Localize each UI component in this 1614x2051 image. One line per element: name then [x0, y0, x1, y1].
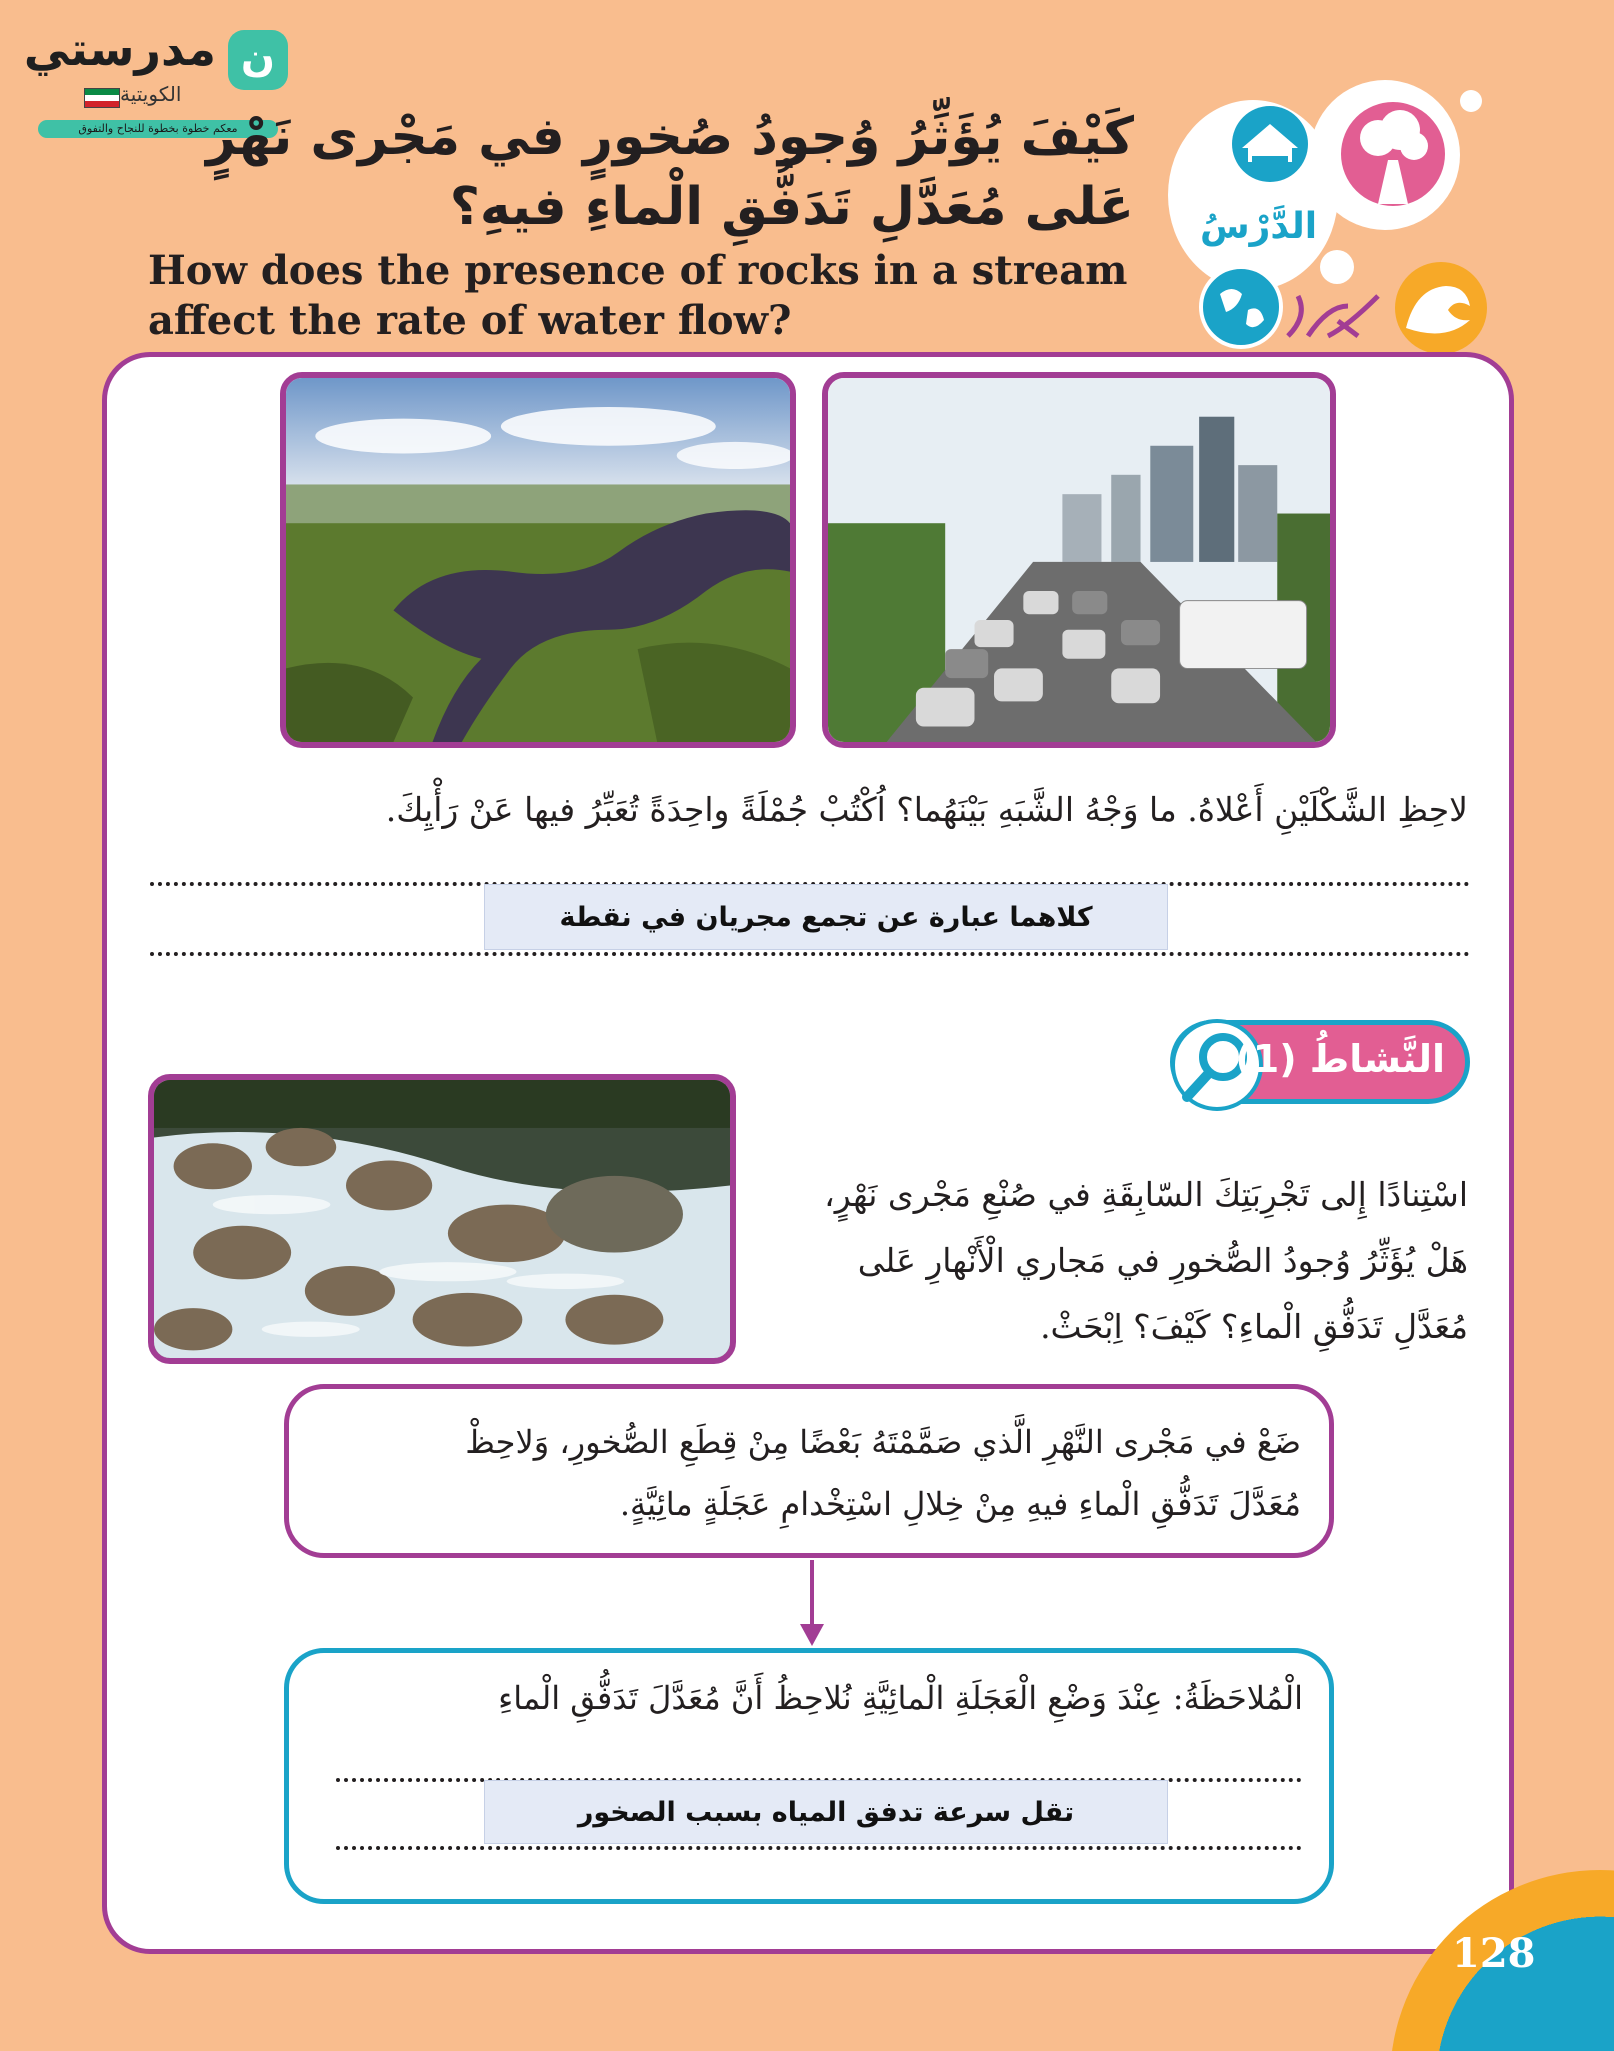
house-icon — [1222, 104, 1318, 184]
activity-badge — [1170, 1020, 1470, 1104]
activity-label: النَّشاطُ (1) — [1235, 1037, 1445, 1081]
answer-line — [150, 952, 1470, 956]
coral-icon — [1278, 276, 1388, 346]
page-number: 128 — [1452, 1930, 1536, 1977]
intro-answer[interactable]: كلاهما عبارة عن تجمع مجريان في نقطة — [484, 884, 1168, 950]
arrow-down-icon — [798, 1560, 826, 1648]
procedure-line1: ضَعْ في مَجْرى النَّهْرِ الَّذي صَمَّمْتَهُ بَعْضًا مِنْ قِطَعِ الصُّخورِ، وَلاحِظْ — [465, 1423, 1301, 1461]
wave-icon — [1386, 258, 1496, 358]
activity-prompt — [748, 1162, 1468, 1360]
lesson-emblem — [1160, 80, 1500, 350]
volcano-icon — [1338, 94, 1448, 224]
logo-brand-text: مدرستي — [23, 22, 216, 76]
procedure-text — [311, 1411, 1301, 1535]
globe-icon — [1198, 264, 1284, 350]
lesson-label: الدَّرْسُ — [1200, 206, 1318, 247]
activity-prompt-line2: هَلْ يُؤَثِّرُ وُجودُ الصُّخورِ في مَجاري الْأَنْهارِ عَلى — [857, 1241, 1468, 1280]
photo-traffic-highway — [822, 372, 1336, 748]
logo-tagline: معكم خطوة بخطوة للنجاح والتفوق — [38, 120, 278, 138]
observation-box — [284, 1648, 1334, 1904]
intro-question: لاحِظِ الشَّكْلَيْنِ أَعْلاهُ. ما وَجْهُ الشَّبَهِ بَيْنَهُما؟ اُكْتُبْ جُمْلَةً واحِدَةً تُعَبِّرُ فيها عَنْ رَأْيِكَ. — [385, 790, 1468, 829]
kuwait-flag-icon — [84, 88, 120, 108]
logo-mark-icon: ن — [228, 30, 288, 90]
lesson-title-english-line1: How does the presence of rocks in a stream — [148, 247, 1128, 294]
activity-prompt-line1: اسْتِنادًا إِلى تَجْرِبَتِكَ السّابِقَةِ في صُنْعِ مَجْرى نَهْرٍ، — [824, 1175, 1468, 1214]
observation-prompt: الْمُلاحَظَةُ: عِنْدَ وَضْعِ الْعَجَلَةِ الْمائِيَّةِ نُلاحِظُ أَنَّ مُعَدَّلَ تَدَفُّقِ الْماءِ — [498, 1679, 1303, 1717]
answer-line — [336, 1846, 1302, 1850]
logo-subtitle: الكويتية — [120, 82, 182, 106]
observation-answer[interactable]: تقل سرعة تدفق المياه بسبب الصخور — [484, 1780, 1168, 1844]
photo-river-confluence — [280, 372, 796, 748]
photo-rocky-stream — [148, 1074, 736, 1364]
lesson-title-english — [148, 246, 1127, 346]
lesson-title-arabic: كَيْفَ يُؤَثِّرُ وُجودُ صُخورٍ في مَجْرى نَهْرٍ عَلى مُعَدَّلِ تَدَفُّقِ الْماءِ فيهِ؟ — [206, 107, 1134, 237]
procedure-line2: مُعَدَّلَ تَدَفُّقِ الْماءِ فيهِ مِنْ خِلالِ اسْتِخْدامِ عَجَلَةٍ مائِيَّةٍ. — [619, 1485, 1301, 1523]
procedure-box — [284, 1384, 1334, 1558]
lesson-title-english-line2: affect the rate of water flow? — [148, 297, 792, 344]
activity-prompt-line3: مُعَدَّلِ تَدَفُّقِ الْماءِ؟ كَيْفَ؟ اِبْحَثْ. — [1040, 1307, 1468, 1346]
